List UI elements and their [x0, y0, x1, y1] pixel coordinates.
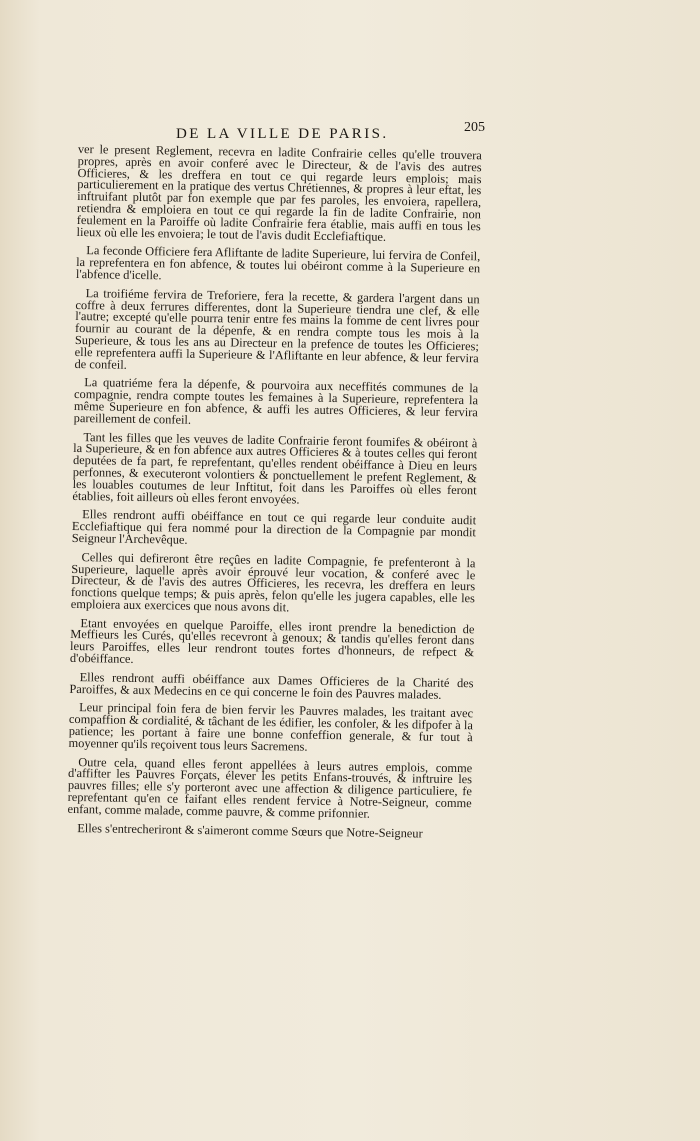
- paragraph: Elles rendront auffi obéiffance en tout ce qui regarde leur conduite audit Ecclefiaftique qui fera nommé pour la direction de la Compagnie par mondit Seigneur l'Archevêque.: [71, 507, 477, 547]
- paragraph: Outre cela, quand elles feront appellées à leurs autres emplois, comme d'affifter les Pauvres Forçats, élever les petits Enfans-trouvés, & inftruire les pauvres filles; elle s'y porteront avec une affection & diligence particuliere, fe reprefentant qu'en ce faifant elles rendent fervice à Notre-Seigneur, comme enfant, comme malade, comme pauvre, & comme prifonnier.: [67, 754, 473, 821]
- running-title: DE LA VILLE DE PARIS.: [176, 126, 389, 142]
- paragraph: Elles rendront auffi obéiffance aux Dames Officieres de la Charité des Paroiffes, & aux Medecins en ce qui concerne le foin des Pauvres malades.: [69, 669, 474, 702]
- paragraph: Tant les filles que les veuves de ladite Confrairie feront foumifes & obéiront à la Superieure, & en fon abfence aux autres Officieres & à toutes celles qui feront deputées de fa part, fe reprefentant, qu'elles rendent obéiffance à Dieu en leurs perfonnes, & executeront volontiers & ponctuellement le prefent Reglement, & les louables coutumes de leur Inftitut, foit dans les Paroiffes où elles feront établies, foit ailleurs où elles feront envoyées.: [72, 429, 478, 507]
- paragraph: Leur principal foin fera de bien fervir les Pauvres malades, les traitant avec compaffion & cordialité, & tâchant de les édifier, les confoler, & les difpofer à la patience; les portant à faire une bonne confeffion generale, & fur tout à moyenner qu'ils reçoivent tous leurs Sacremens.: [68, 700, 474, 754]
- body-text: [67, 144, 482, 841]
- paragraph: La feconde Officiere fera Afliftante de ladite Superieure, lui fervira de Confeil, la reprefentera en fon abfence, & toutes lui obéiront comme à la Superieure en l'abfence d'icelle.: [75, 243, 481, 283]
- paragraph: Etant envoyées en quelque Paroiffe, elles iront prendre la benediction de Meffieurs les Curés, qu'elles recevront à genoux; & tandis qu'elles feront dans leurs Paroiffes, elles leur rendront toutes fortes d'honneurs, de refpect & d'obéiffance.: [69, 615, 475, 667]
- paragraph: Celles qui defireront être reçûes en ladite Compagnie, fe prefenteront à la Superieure, laquelle après avoir éprouvé leur vocation, & conferé avec le Directeur, & de l'avis des autres Officieres, les recevra, les dreffera en leurs fonctions quelque temps; & puis après, felon qu'elle les jugera capables, elle les emploiera aux exercices que nous avons dit.: [70, 549, 476, 615]
- page-number: 205: [464, 120, 485, 135]
- paragraph: ver le present Reglement, recevra en ladite Confrairie celles qu'elle trouvera propres, après en avoir conferé avec le Directeur, & de l'avis des autres Officieres, & les dreffera en tout ce qui regarde leurs emplois; mais particulierement en la pratique des vertus Chrétiennes, & propres à leur eftat, les inftruifant plutôt par fon exemple que par fes paroles, les envoiera, rapellera, retiendra & emploiera en tout ce qui regarde la fin de ladite Confrairie, non feulement en la Paroiffe où ladite Confrairie fera établie, mais auffi en tous les lieux où elle les envoiera; le tout de l'avis dudit Ecclefiaftique.: [76, 142, 482, 244]
- paragraph: La quatriéme fera la dépenfe, & pourvoira aux neceffités communes de la compagnie, rendra compte toutes les femaines à la Superieure, reprefentera la même Superieure en fon abfence, & auffi les autres Officieres, & leur fervira pareillement de confeil.: [73, 375, 479, 427]
- paragraph: La troifiéme fervira de Treforiere, fera la recette, & gardera l'argent dans un coffre à deux ferrures differentes, dont la Superieure tiendra une clef, & elle l'autre; excepté qu'elle pourra tenir entre fes mains la fomme de cent livres pour fournir au courant de la dépenfe, & en rendra compte tous les mois à la Superieure, & tous les ans au Directeur en la prefence de toutes les Officieres; elle reprefentera auffi la Superieure & l'Afliftante en leur abfence, & leur fervira de confeil.: [74, 285, 480, 372]
- paragraph: Elles s'entrecheriront & s'aimeront comme Sœurs que Notre-Seigneur: [77, 820, 423, 841]
